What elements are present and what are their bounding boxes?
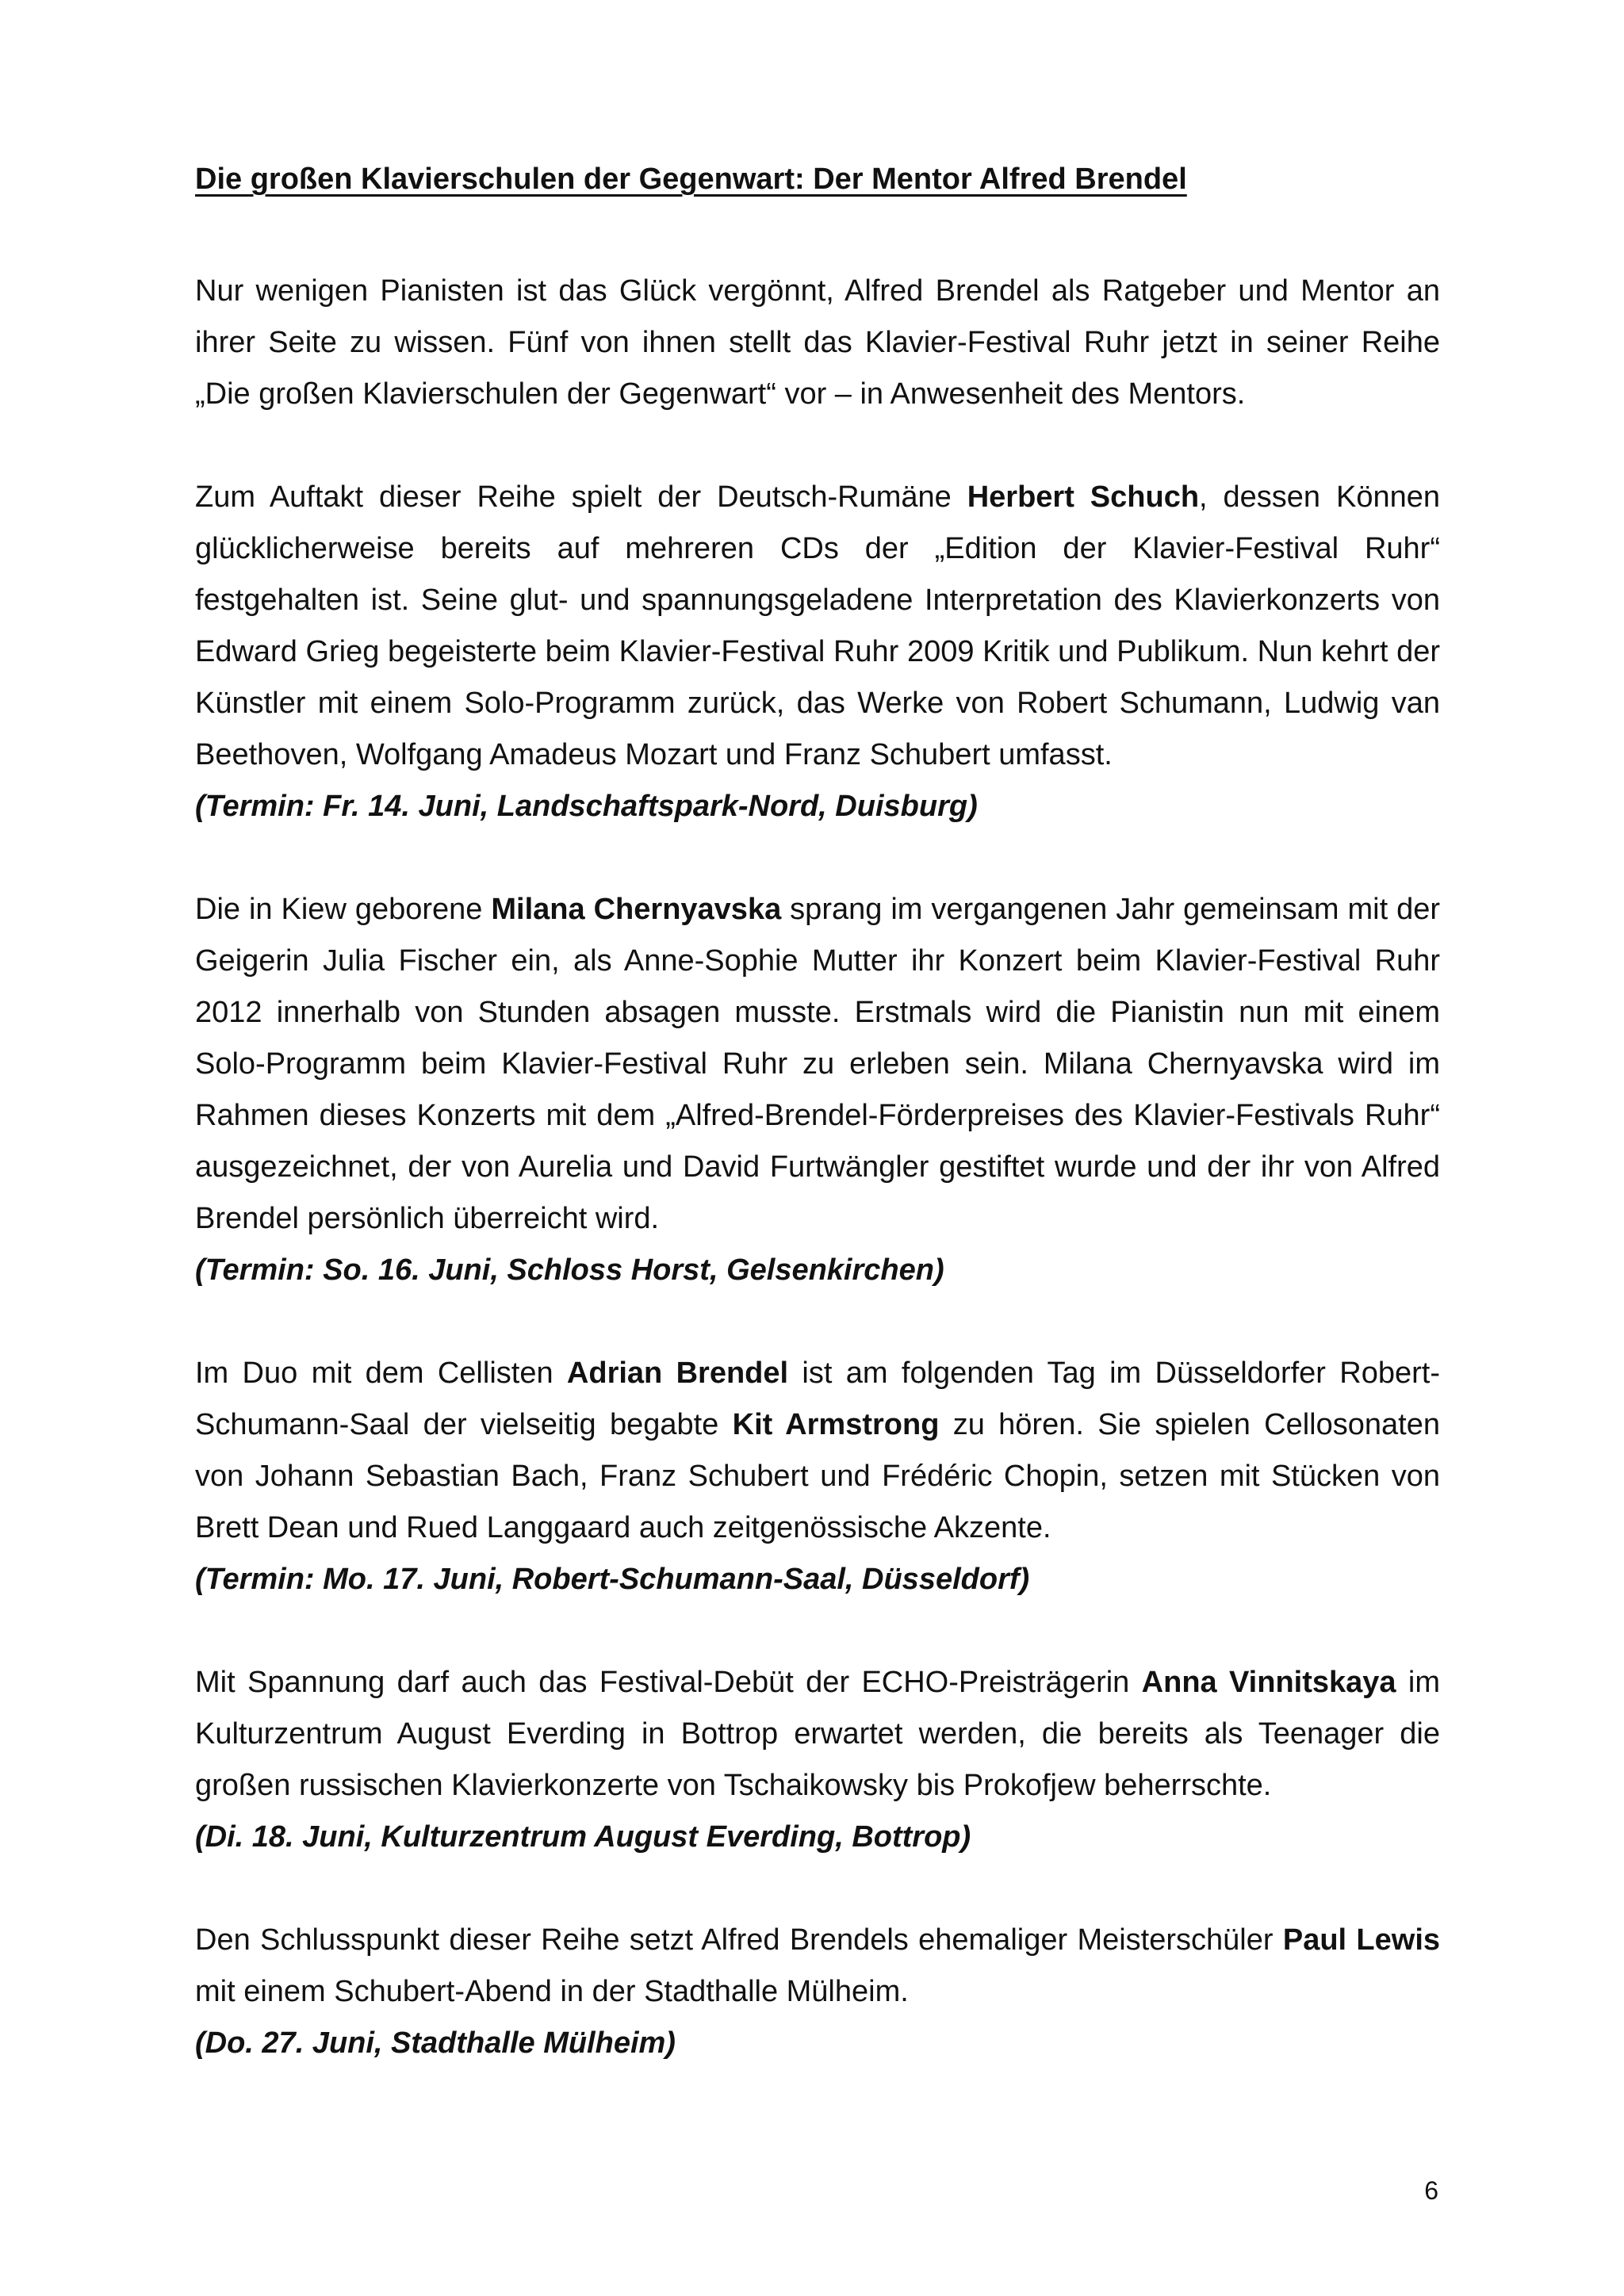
event-date: (Do. 27. Juni, Stadthalle Mülheim) [195,2026,676,2060]
event-date: (Termin: Fr. 14. Juni, Landschaftspark-Nord, Duisburg) [195,789,978,823]
event-date: (Termin: Mo. 17. Juni, Robert-Schumann-Saal, Düsseldorf) [195,1562,1030,1596]
paragraph-text: Im Duo mit dem Cellisten [195,1356,567,1390]
artist-name: Kit Armstrong [732,1407,940,1441]
paragraph-brendel-armstrong [195,1348,1440,1605]
document-page [195,162,1440,2069]
paragraph-text: Zum Auftakt dieser Reihe spielt der Deutsch-Rumäne [195,480,967,514]
paragraph-herbert-schuch [195,472,1440,832]
paragraph-text: Den Schlusspunkt dieser Reihe setzt Alfred Brendels ehemaliger Meisterschüler [195,1923,1283,1957]
page-title: Die großen Klavierschulen der Gegenwart: Der Mentor Alfred Brendel [195,163,1187,196]
paragraph-anna-vinnitskaya [195,1657,1440,1863]
page-number: 6 [1424,2176,1438,2205]
paragraph-text: Mit Spannung darf auch das Festival-Debüt der ECHO-Preisträgerin [195,1665,1142,1699]
paragraph-text: Die in Kiew geborene [195,892,492,926]
paragraph-text: zu hören. Sie spielen Cellosonaten von Johann Sebastian Bach, Franz Schubert und Frédéric Chopin, setzen mit Stücken von Brett Dean und Rued Langgaard auch zeitgenössische Akzente. [195,1407,1440,1544]
paragraph-text: im Kulturzentrum August Everding in Bottrop erwartet werden, die bereits als Teenager die großen russischen Klavierkonzerte von Tschaikowsky bis Prokofjew beherrschte. [195,1665,1440,1802]
paragraph-paul-lewis [195,1915,1440,2069]
paragraph-text: mit einem Schubert-Abend in der Stadthalle Mülheim. [195,1974,909,2008]
artist-name: Anna Vinnitskaya [1141,1665,1396,1699]
artist-name: Milana Chernyavska [491,892,782,926]
artist-name: Herbert Schuch [967,480,1200,514]
paragraph-text: ist am folgenden Tag im Düsseldorfer Robert-Schumann-Saal der vielseitig begabte [195,1356,1440,1441]
artist-name: Adrian Brendel [566,1356,789,1390]
intro-paragraph: Nur wenigen Pianisten ist das Glück vergönnt, Alfred Brendel als Ratgeber und Mentor an ihrer Seite zu wissen. Fünf von ihnen stellt das Klavier-Festival Ruhr jetzt in seiner Reihe „Die großen Klavierschulen der Gegenwart“ vor – in Anwesenheit des Mentors. [195,274,1440,411]
event-date: (Di. 18. Juni, Kulturzentrum August Everding, Bottrop) [195,1820,971,1854]
paragraph-text: , dessen Können glücklicherweise bereits auf mehreren CDs der „Edition der Klavier-Festival Ruhr“ festgehalten ist. Seine glut- und spannungsgeladene Interpretation des Klavierkonzerts von Edward Grieg begeisterte beim Klavier-Festival Ruhr 2009 Kritik und Publikum. Nun kehrt der Künstler mit einem Solo-Programm zurück, das Werke von Robert Schumann, Ludwig van Beethoven, Wolfgang Amadeus Mozart und Franz Schubert umfasst. [195,480,1440,771]
paragraph-milana-chernyavska [195,884,1440,1296]
artist-name: Paul Lewis [1282,1923,1441,1957]
paragraph-text: sprang im vergangenen Jahr gemeinsam mit der Geigerin Julia Fischer ein, als Anne-Sophie Mutter ihr Konzert beim Klavier-Festival Ruhr 2012 innerhalb von Stunden absagen musste. Erstmals wird die Pianistin nun mit einem Solo-Programm beim Klavier-Festival Ruhr zu erleben sein. Milana Chernyavska wird im Rahmen dieses Konzerts mit dem „Alfred-Brendel-Förderpreises des Klavier-Festivals Ruhr“ ausgezeichnet, der von Aurelia und David Furtwängler gestiftet wurde und der ihr von Alfred Brendel persönlich überreicht wird. [195,892,1441,1235]
event-date: (Termin: So. 16. Juni, Schloss Horst, Gelsenkirchen) [195,1253,944,1287]
